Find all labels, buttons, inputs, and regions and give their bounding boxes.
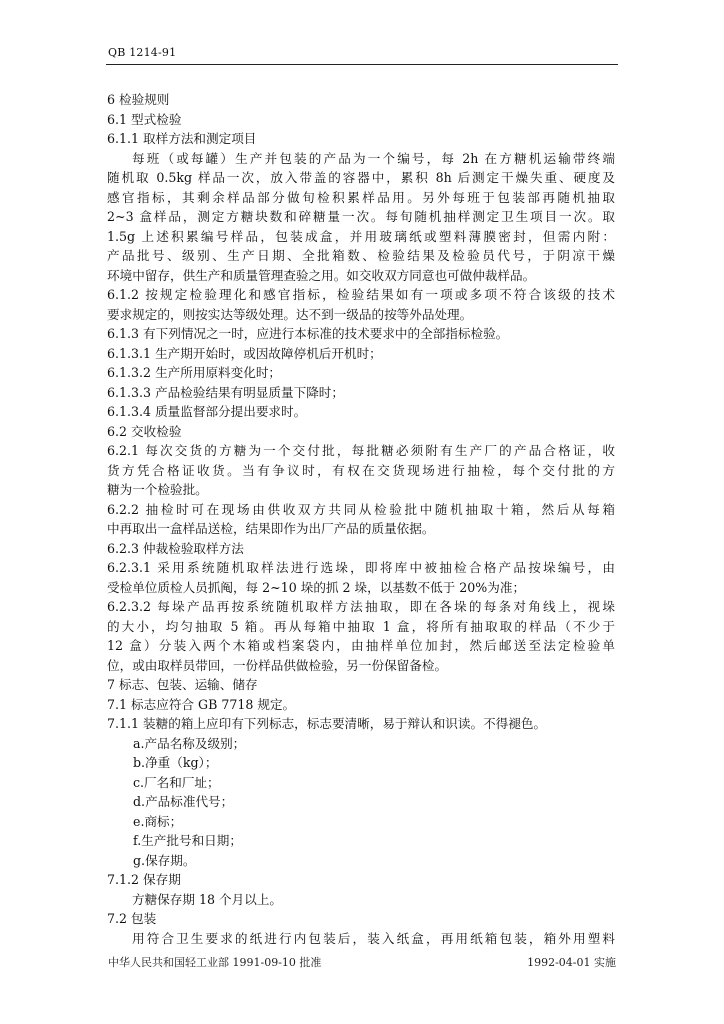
list-item: f.生产批号和日期； <box>133 833 242 848</box>
paragraph-line: 货方凭合格证收货。当有争议时，有权在交货现场进行抽检，每个交付批的方 <box>107 462 615 478</box>
paragraph-line: 随机取 0.5kg 样品一次，放入带盖的容器中，累积 8h 后测定干燥失重、硬度及 <box>107 170 615 185</box>
clause-6-2-3: 6.2.3 仲裁检验取样方法 <box>107 540 244 556</box>
paragraph-line: 用符合卫生要求的纸进行内包装后，装入纸盒，再用纸箱包装，箱外用塑料 <box>132 930 615 946</box>
list-item: a.产品名称及级别； <box>133 735 246 751</box>
paragraph-line: 方糖保存期 18 个月以上。 <box>132 891 282 907</box>
clause-6-2-3-1: 6.2.3.1 采用系统随机取样法进行选垛，即将库中被抽检合格产品按垛编号，由 <box>107 560 615 575</box>
document-body <box>107 90 615 948</box>
clause-6-2-2: 6.2.2 抽检时可在现场由供收双方共同从检验批中随机抽取十箱，然后从每箱 <box>107 501 615 517</box>
paragraph-line: 位，或由取样员带回，一份样品供做检验，另一份保留备检。 <box>107 657 448 673</box>
clause-6-1-3-1: 6.1.3.1 生产期开始时，或因故障停机后开机时； <box>107 345 382 361</box>
paragraph-line: 感官指标，其剩余样品部分做旬检积累样品用。另外每班于包装部再随机抽取 <box>107 189 615 205</box>
list-item: g.保存期。 <box>133 852 196 868</box>
paragraph-line: 2~3 盒样品，测定方糖块数和碎糖量一次。每旬随机抽样测定卫生项目一次。取 <box>107 209 615 224</box>
clause-6-1-3: 6.1.3 有下列情况之一时，应进行本标准的技术要求中的全部指标检验。 <box>107 326 509 341</box>
paragraph-line: 中再取出一盒样品送检，结果即作为出厂产品的质量依据。 <box>107 521 435 536</box>
paragraph-line: 环境中留存，供生产和质量管理查验之用。如交收双方同意也可做仲裁样品。 <box>107 267 536 283</box>
list-item: c.厂名和厂址； <box>133 774 220 790</box>
clause-6-2-1: 6.2.1 每次交货的方糖为一个交付批，每批糖必须附有生产厂的产品合格证，收 <box>107 443 615 458</box>
paragraph-line: 产品批号、级别、生产日期、全批箱数、检验结果及检验员代号，于阴凉干燥 <box>107 248 615 263</box>
section-heading-7: 7 标志、包装、运输、储存 <box>107 677 258 692</box>
list-item: b.净重（kg）； <box>133 755 218 770</box>
section-heading-6: 6 检验规则 <box>107 92 170 107</box>
clause-6-1-3-2: 6.1.3.2 生产所用原料变化时； <box>107 365 282 380</box>
list-item: d.产品标准代号； <box>133 794 234 809</box>
list-item: e.商标； <box>133 813 183 829</box>
clause-7-1: 7.1 标志应符合 GB 7718 规定。 <box>107 696 296 712</box>
section-heading-6-1-1: 6.1.1 取样方法和测定项目 <box>107 131 257 146</box>
clause-6-1-3-4: 6.1.3.4 质量监督部分提出要求时。 <box>107 404 307 419</box>
section-heading-6-2: 6.2 交收检验 <box>107 423 182 439</box>
paragraph-line: 1.5g 上述积累编号样品，包装成盒，并用玻璃纸或塑料薄膜密封，但需内附： <box>107 228 615 244</box>
paragraph-line: 12 盒）分装入两个木箱或档案袋内，由抽样单位加封，然后邮送至法定检验单 <box>107 638 615 653</box>
clause-7-1-1: 7.1.1 装糖的箱上应印有下列标志，标志要清晰，易于辩认和识读。不得褪色。 <box>107 716 547 731</box>
clause-7-1-2: 7.1.2 保存期 <box>107 872 181 887</box>
paragraph-line: 糖为一个检验批。 <box>107 482 208 497</box>
paragraph-line: 要求规定的，则按实达等级处理。达不到一级品的按等外品处理。 <box>107 306 473 322</box>
header-divider <box>106 64 618 65</box>
paragraph-line: 每班（或每罐）生产并包装的产品为一个编号，每 2h 在方糖机运输带终端 <box>132 150 615 166</box>
section-heading-6-1: 6.1 型式检验 <box>107 111 182 127</box>
footer-effective-date: 1992-04-01 实施 <box>527 956 616 969</box>
clause-6-1-3-3: 6.1.3.3 产品检验结果有明显质量下降时； <box>107 384 344 400</box>
footer-approval: 中华人民共和国轻工业部 1991-09-10 批准 <box>108 956 322 969</box>
paragraph-line: 的大小，均匀抽取 5 箱。再从每箱中抽取 1 盒，将所有抽取取的样品（不少于 <box>107 618 615 634</box>
document-code: QB 1214-91 <box>108 46 177 59</box>
section-heading-7-2: 7.2 包装 <box>107 911 157 926</box>
clause-6-1-2: 6.1.2 按规定检验理化和感官指标，检验结果如有一项或多项不符合该级的技术 <box>107 287 615 302</box>
paragraph-line: 受检单位质检人员抓阄，每 2~10 垛的抓 2 垛，以基数不低于 20%为准； <box>107 579 526 595</box>
clause-6-2-3-2: 6.2.3.2 每垛产品再按系统随机取样方法抽取，即在各垛的每条对角线上，视垛 <box>107 599 615 614</box>
